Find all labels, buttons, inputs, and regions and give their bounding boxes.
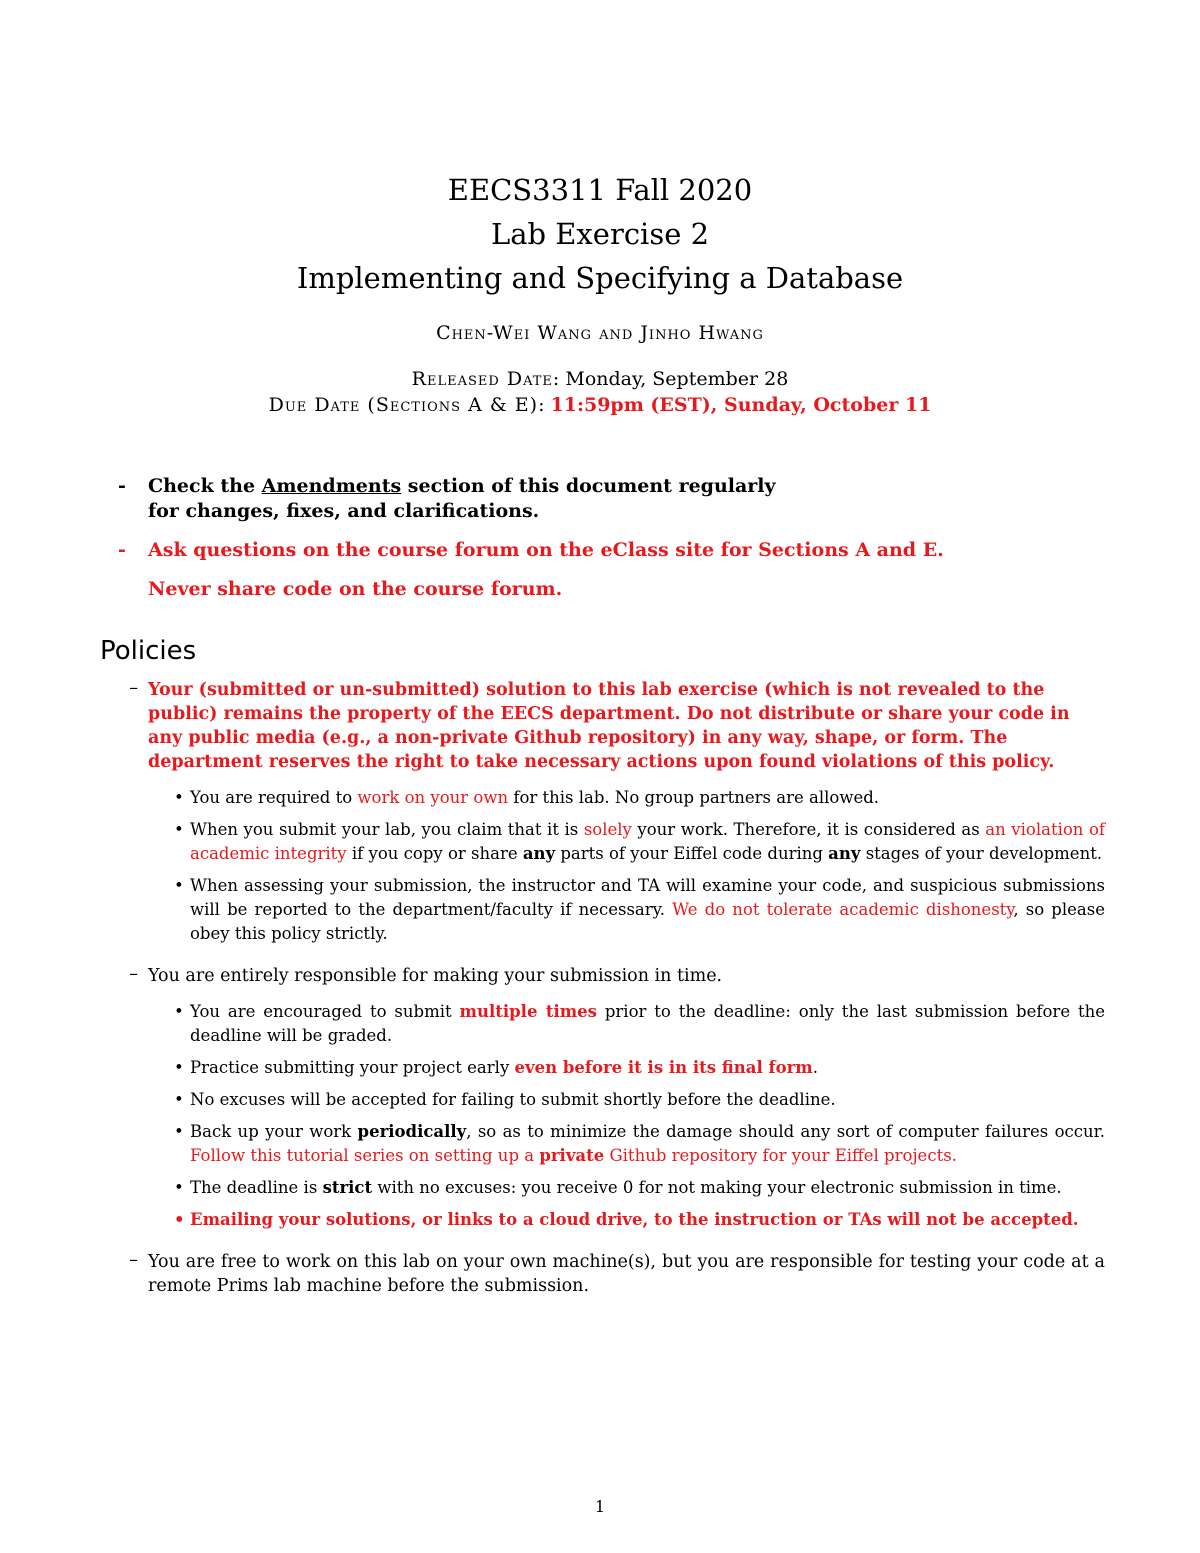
- note-amendments: [118, 474, 1108, 524]
- policy-machine-text: You are free to work on this lab on your own machine(s), but you are responsible for testing your code at a remote Prims lab machine before the submission.: [148, 1252, 1105, 1296]
- list-item: • The deadline is strict with no excuses: you receive 0 for not making your electronic submission in time.: [190, 1176, 1105, 1200]
- policy-item: [100, 964, 1105, 1240]
- list-item: • When you submit your lab, you claim that it is solely your work. Therefore, it is considered as an violation of academic integrity if you copy or share any parts of your Eiffel code during any stages of your development.: [190, 818, 1105, 866]
- dash-marker: –: [129, 678, 138, 698]
- dash-marker: –: [129, 1250, 138, 1270]
- list-item: • No excuses will be accepted for failing to submit shortly before the deadline.: [190, 1088, 1105, 1112]
- dash-marker: –: [129, 964, 138, 984]
- amendments-link[interactable]: Amendments: [261, 475, 402, 497]
- policies-heading: Policies: [100, 636, 197, 666]
- policy-bullets: [148, 786, 1105, 946]
- course-title: EECS3311 Fall 2020: [447, 173, 753, 207]
- dash-marker: -: [118, 539, 126, 561]
- due-date: Due Date (Sections A & E): 11:59pm (EST), Sunday, October 11: [268, 394, 932, 416]
- policy-property-text: Your (submitted or un-submitted) solution to this lab exercise (which is not revealed to the public) remains the property of the EECS department. Do not distribute or share your code in any public media (e.g., a non-private Github repository) in any way, shape, or form. The department reserves the right to take necessary actions upon found violations of this policy.: [148, 680, 1070, 772]
- authors: Chen-Wei Wang and Jinho Hwang: [436, 322, 764, 344]
- note-no-share-text: Never share code on the course forum.: [148, 578, 563, 600]
- note-forum: [118, 538, 1108, 602]
- notes-list: [118, 474, 1108, 616]
- list-item: • When assessing your submission, the instructor and TA will examine your code, and suspicious submissions will be reported to the department/faculty if necessary. We do not tolerate academic dishonesty, so please obey this policy strictly.: [190, 874, 1105, 946]
- list-item: • Practice submitting your project early even before it is in its final form.: [190, 1056, 1105, 1080]
- page-number: 1: [594, 1497, 606, 1516]
- note-forum-text: Ask questions on the course forum on the eClass site for Sections A and E.: [148, 539, 944, 561]
- list-item: • Emailing your solutions, or links to a cloud drive, to the instruction or TAs will not be accepted.: [190, 1208, 1105, 1232]
- policy-bullets: [148, 1000, 1105, 1232]
- document-title: Implementing and Specifying a Database: [296, 261, 904, 295]
- list-item: • You are encouraged to submit multiple times prior to the deadline: only the last submission before the deadline will be graded.: [190, 1000, 1105, 1048]
- released-label: Released Date: [411, 368, 553, 390]
- released-value: : Monday, September 28: [552, 368, 789, 390]
- dates: [0, 366, 1200, 418]
- policy-item: [100, 1250, 1105, 1298]
- note-text: for changes, fixes, and clarifications.: [148, 500, 540, 522]
- due-label: Due Date (Sections A & E): [268, 394, 539, 416]
- note-text: section of this document regularly: [401, 475, 776, 497]
- list-item: • Back up your work periodically, so as to minimize the damage should any sort of computer failures occur. Follow this tutorial series on setting up a private Github repository for your Eiffel projects.: [190, 1120, 1105, 1168]
- released-date: [0, 366, 1200, 392]
- title-block: [0, 168, 1200, 418]
- lab-title: Lab Exercise 2: [490, 217, 710, 251]
- dash-marker: -: [118, 475, 126, 497]
- note-text: Check the: [148, 475, 262, 497]
- list-item: • You are required to work on your own for this lab. No group partners are allowed.: [190, 786, 1105, 810]
- policies-section: [100, 636, 1105, 1308]
- policy-item: [100, 678, 1105, 954]
- tutorial-link[interactable]: Follow this tutorial series on setting up a private Github repository for your Eiffel projects.: [190, 1146, 957, 1165]
- due-value: 11:59pm (EST), Sunday, October 11: [550, 394, 932, 416]
- policy-time-text: You are entirely responsible for making your submission in time.: [148, 966, 723, 986]
